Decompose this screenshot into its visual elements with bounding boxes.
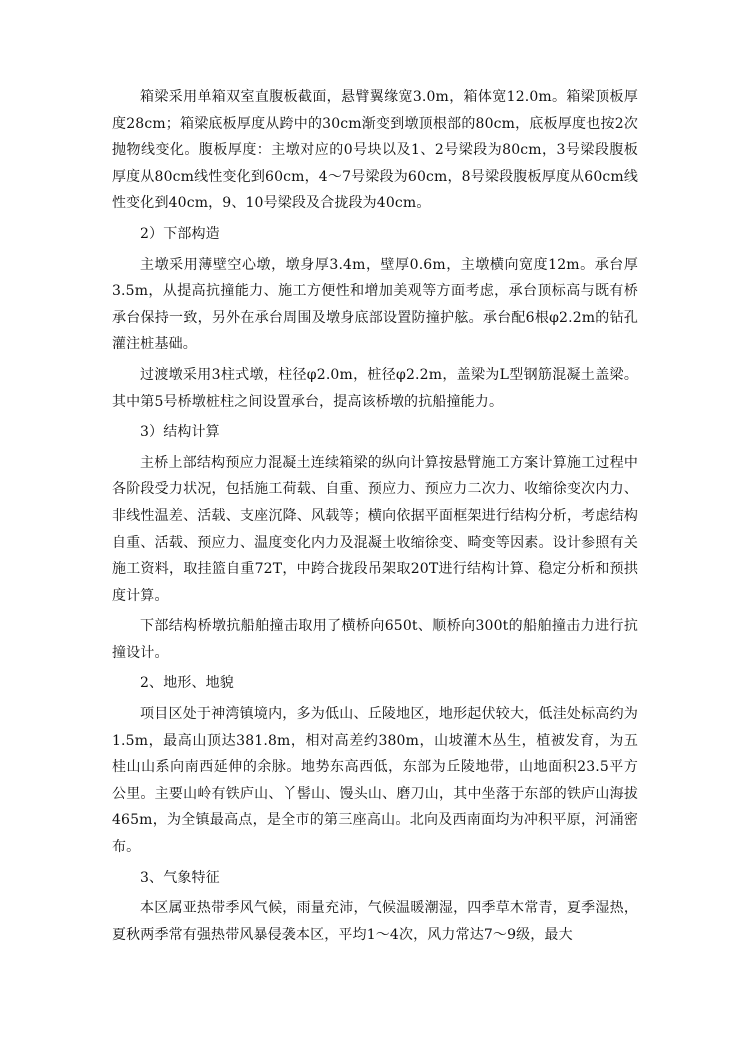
paragraph-ship-collision: 下部结构桥墩抗船舶撞击取用了横桥向650t、顺桥向300t的船舶撞击力进行抗撞设计。 <box>112 618 638 661</box>
heading-structural-calculation: 3）结构计算 <box>140 424 220 441</box>
paragraph-climate: 本区属亚热带季风气候，雨量充沛，气候温暖潮湿，四季草木常青，夏季湿热，夏秋两季常有强热带风暴侵袭本区，平均1～4次，风力常达7～9级，最大 <box>112 900 638 943</box>
heading-terrain: 2、地形、地貌 <box>140 675 234 692</box>
document-page <box>112 84 638 948</box>
paragraph-box-girder-section: 箱梁采用单箱双室直腹板截面，悬臂翼缘宽3.0m，箱体宽12.0m。箱梁顶板厚度28cm；箱梁底板厚度从跨中的30cm渐变到墩顶根部的80cm，底板厚度也按2次抛物线变化。腹板厚度：主墩对应的0号块以及1、2号梁段为80cm，3号梁段腹板厚度从80cm线性变化到60cm，4～7号梁段为60cm，8号梁段腹板厚度从60cm线性变化到40cm，9、10号梁段及合拢段为40cm。 <box>112 89 638 212</box>
paragraph-terrain: 项目区处于神湾镇境内，多为低山、丘陵地区，地形起伏较大，低洼处标高约为1.5m，最高山顶达381.8m，相对高差约380m，山坡灌木丛生，植被发育，为五桂山山系向南西延伸的余脉。地势东高西低，东部为丘陵地带，山地面积23.5平方公里。主要山岭有铁庐山、丫髻山、馒头山、磨刀山，其中坐落于东部的铁庐山海拔465m，为全镇最高点，是全市的第三座高山。北向及西南面均为冲积平原，河涌密布。 <box>112 706 638 856</box>
heading-climate: 3、气象特征 <box>140 869 220 886</box>
paragraph-superstructure-calc: 主桥上部结构预应力混凝土连续箱梁的纵向计算按悬臂施工方案计算施工过程中各阶段受力状况，包括施工荷载、自重、预应力、预应力二次力、收缩徐变次内力、非线性温差、活载、支座沉降、风载等；横向依据平面框架进行结构分析，考虑结构自重、活载、预应力、温度变化内力及混凝土收缩徐变、畸变等因素。设计参照有关施工资料，取挂篮自重72T，中跨合拢段吊架取20T进行结构计算、稳定分析和预拱度计算。 <box>112 454 638 604</box>
heading-substructure: 2）下部构造 <box>140 225 220 242</box>
paragraph-transition-pier: 过渡墩采用3柱式墩，柱径φ2.0m，桩径φ2.2m，盖梁为L型钢筋混凝土盖梁。其中第5号桥墩桩柱之间设置承台，提高该桥墩的抗船撞能力。 <box>112 366 638 410</box>
paragraph-main-pier: 主墩采用薄壁空心墩，墩身厚3.4m，壁厚0.6m，主墩横向宽度12m。承台厚3.5m，从提高抗撞能力、施工方便性和增加美观等方面考虑，承台顶标高与既有桥承台保持一致，另外在承台周围及墩身底部设置防撞护舷。承台配6根φ2.2m的钻孔灌注桩基础。 <box>112 256 638 353</box>
